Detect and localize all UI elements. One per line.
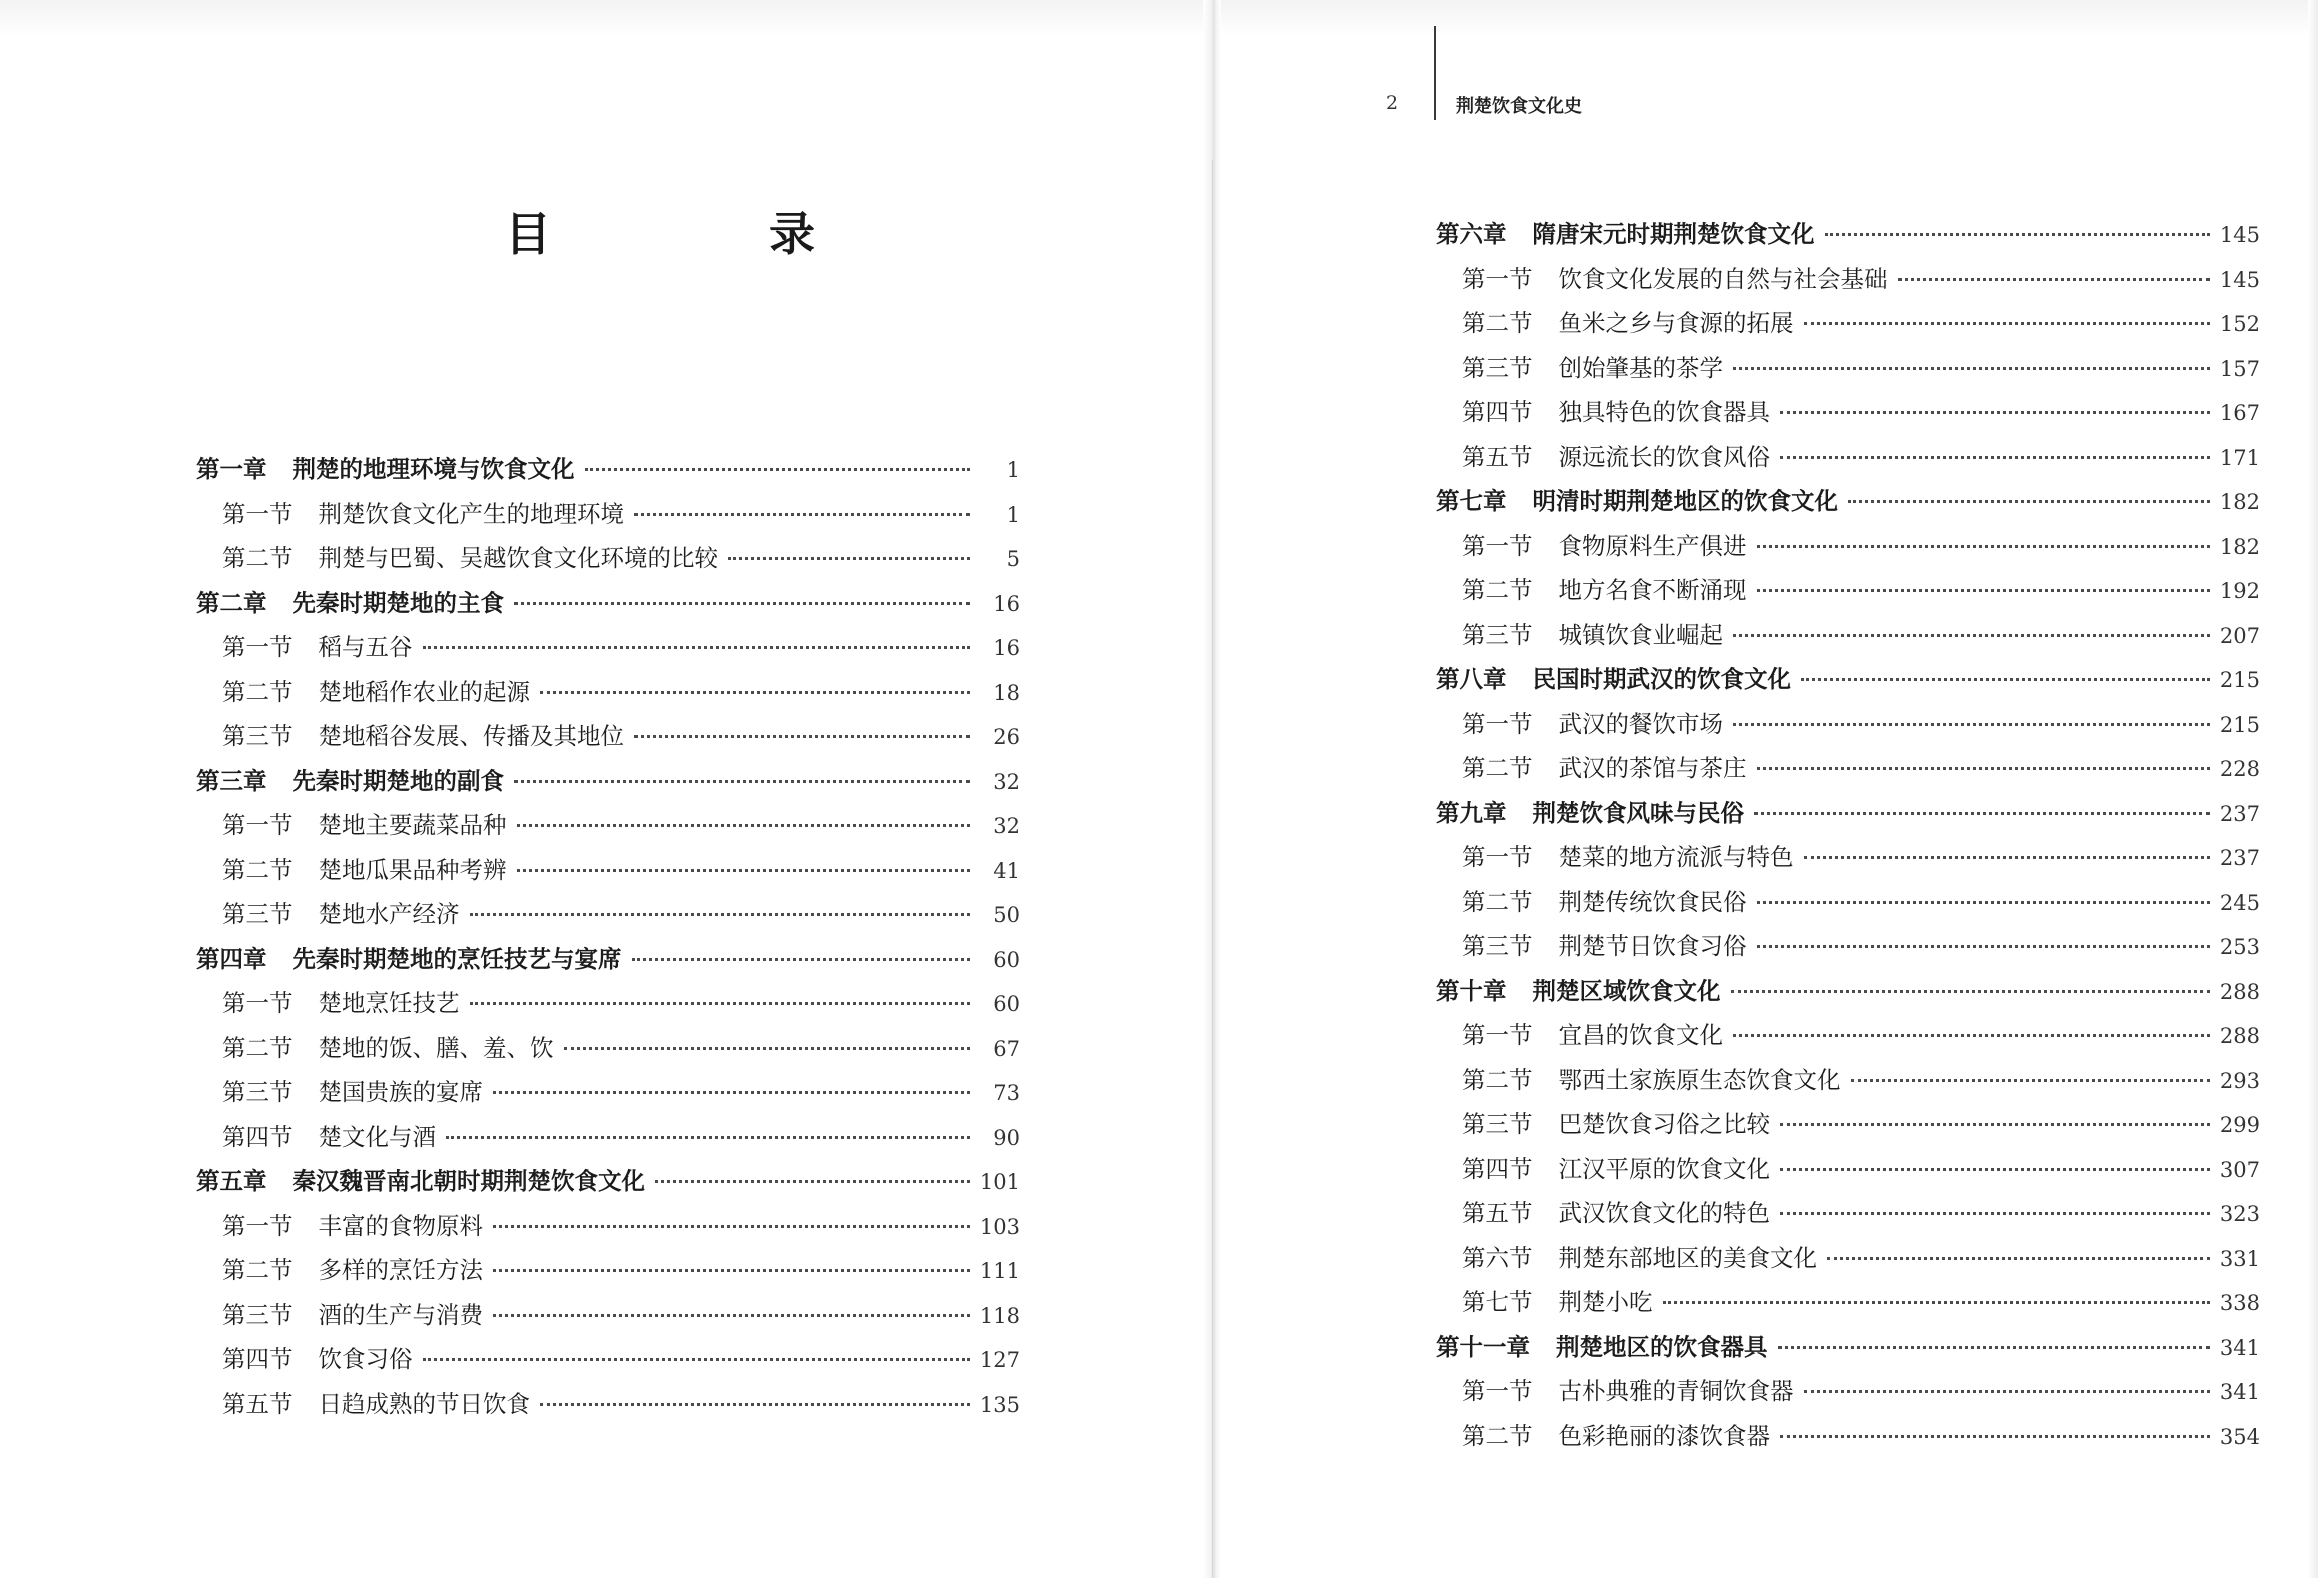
dot-leader [1848, 499, 2210, 503]
chapter-title: 先秦时期楚地的烹饪技艺与宴席 [292, 944, 622, 973]
dot-leader [728, 556, 970, 560]
section-label: 第一节 [222, 811, 293, 839]
toc-entry-section [196, 1207, 1020, 1252]
toc-entry-section [196, 851, 1020, 896]
toc-entry-section [1436, 393, 2260, 438]
page-ref: 152 [2219, 312, 2260, 336]
page-ref: 145 [2219, 223, 2260, 247]
section-title: 武汉饮食文化的特色 [1558, 1199, 1770, 1227]
running-head-rule [1434, 26, 1436, 120]
page-ref: 331 [2219, 1246, 2260, 1271]
dot-leader [1733, 366, 2210, 370]
page-ref: 341 [2219, 1335, 2260, 1360]
toc-entry-section [196, 806, 1020, 851]
chapter-title: 荆楚区域饮食文化 [1532, 976, 1721, 1005]
page-ref: 111 [979, 1259, 1020, 1283]
dot-leader [1731, 989, 2210, 993]
toc-entry-section [1436, 1372, 2260, 1417]
section-label: 第四节 [1462, 398, 1533, 426]
chapter-label: 第十章 [1436, 976, 1507, 1005]
toc-entry-chapter [1436, 972, 2260, 1017]
section-label: 第六节 [1462, 1243, 1533, 1272]
dot-leader [1780, 410, 2210, 414]
page-ref: 60 [993, 947, 1020, 972]
section-title: 荆楚东部地区的美食文化 [1558, 1243, 1817, 1272]
toc-entry-section [196, 1296, 1020, 1341]
section-title: 楚地稻作农业的起源 [318, 677, 530, 706]
page-ref: 182 [2219, 534, 2260, 559]
section-label: 第二节 [1462, 1421, 1533, 1450]
section-label: 第一节 [222, 989, 293, 1017]
page-ref: 171 [2219, 445, 2260, 470]
dot-leader [493, 1090, 970, 1094]
dot-leader [655, 1179, 970, 1183]
toc-entry-chapter [196, 940, 1020, 985]
dot-leader [1757, 944, 2210, 948]
dot-leader [1778, 1345, 2210, 1349]
page-ref: 338 [2219, 1291, 2260, 1315]
chapter-title: 荆楚地区的饮食器具 [1556, 1332, 1768, 1361]
toc-entry-section [196, 1340, 1020, 1385]
chapter-title: 先秦时期楚地的副食 [292, 766, 504, 795]
page-ref: 237 [2219, 846, 2260, 870]
section-title: 楚地的饭、膳、羞、饮 [318, 1033, 554, 1062]
dot-leader [423, 1357, 970, 1361]
toc-entry-chapter [1436, 660, 2260, 705]
section-title: 荆楚传统饮食民俗 [1558, 887, 1747, 916]
section-title: 酒的生产与消费 [318, 1300, 483, 1329]
toc-entry-section [1436, 438, 2260, 483]
dot-leader [632, 957, 971, 961]
section-label: 第二节 [222, 677, 293, 706]
section-label: 第二节 [1462, 576, 1533, 604]
dot-leader [1801, 677, 2210, 681]
dot-leader [1663, 1300, 2210, 1304]
toc-entry-section [1436, 1150, 2260, 1195]
section-label: 第三节 [1462, 1110, 1533, 1138]
section-title: 江汉平原的饮食文化 [1558, 1154, 1770, 1183]
toc-entry-chapter [1436, 482, 2260, 527]
page-ref: 1 [1006, 458, 1020, 482]
page-ref: 354 [2219, 1424, 2260, 1449]
toc-entry-section [1436, 883, 2260, 928]
toc-entry-section [1436, 927, 2260, 972]
section-title: 楚地稻谷发展、传播及其地位 [318, 722, 624, 750]
chapter-title: 荆楚的地理环境与饮食文化 [292, 455, 575, 483]
page-ref: 1 [1006, 502, 1020, 527]
dot-leader [1851, 1078, 2210, 1082]
section-title: 鄂西土家族原生态饮食文化 [1558, 1065, 1841, 1094]
section-title: 楚菜的地方流派与特色 [1558, 843, 1794, 871]
toc-entry-section [1436, 304, 2260, 349]
chapter-label: 第七章 [1436, 487, 1507, 515]
section-title: 楚地烹饪技艺 [318, 989, 460, 1017]
page-ref: 50 [993, 903, 1020, 927]
page-ref: 127 [979, 1348, 1020, 1372]
dot-leader [1804, 321, 2210, 325]
page-ref: 41 [993, 858, 1020, 883]
section-title: 饮食习俗 [318, 1345, 413, 1373]
running-title: 荆楚饮食文化史 [1456, 96, 1582, 117]
section-label: 第二节 [222, 1256, 293, 1284]
toc-entry-section [1436, 1016, 2260, 1061]
page-ref: 135 [979, 1392, 1020, 1417]
dot-leader [1825, 232, 2210, 236]
toc-entry-section [196, 1251, 1020, 1296]
page-ref: 16 [993, 591, 1020, 616]
page-ref: 341 [2219, 1380, 2260, 1404]
section-title: 饮食文化发展的自然与社会基础 [1558, 264, 1888, 293]
page-ref: 18 [993, 680, 1020, 705]
toc-entry-section [1436, 260, 2260, 305]
section-label: 第四节 [1462, 1154, 1533, 1183]
page-ref: 118 [979, 1303, 1020, 1328]
page-ref: 167 [2219, 401, 2260, 425]
toc-entry-section [1436, 838, 2260, 883]
dot-leader [1780, 1434, 2210, 1438]
dot-leader [517, 823, 971, 827]
gutter-crease [1212, 160, 1213, 1578]
dot-leader [1780, 455, 2210, 459]
page-ref: 323 [2219, 1202, 2260, 1226]
toc-right-column [1436, 215, 2260, 1461]
chapter-label: 第一章 [196, 455, 267, 483]
toc-entry-section [196, 1118, 1020, 1163]
section-title: 巴楚饮食习俗之比较 [1558, 1110, 1770, 1138]
section-label: 第四节 [222, 1122, 293, 1151]
dot-leader [634, 734, 970, 738]
dot-leader [1898, 277, 2210, 281]
section-label: 第三节 [222, 1300, 293, 1329]
toc-entry-section [196, 1029, 1020, 1074]
chapter-title: 先秦时期楚地的主食 [292, 588, 504, 617]
toc-entry-chapter [1436, 215, 2260, 260]
toc-entry-section [1436, 349, 2260, 394]
section-title: 鱼米之乡与食源的拓展 [1558, 309, 1794, 337]
page-ref: 215 [2219, 668, 2260, 692]
section-title: 楚国贵族的宴席 [318, 1078, 483, 1106]
toc-entry-section [1436, 527, 2260, 572]
section-title: 武汉的餐饮市场 [1558, 709, 1723, 738]
toc-entry-chapter [196, 584, 1020, 629]
dot-leader [1780, 1211, 2210, 1215]
page-ref: 5 [1006, 547, 1020, 571]
dot-leader [564, 1046, 971, 1050]
toc-entry-section [196, 539, 1020, 584]
chapter-label: 第五章 [196, 1167, 267, 1195]
toc-entry-section [1436, 1239, 2260, 1284]
page-ref: 90 [993, 1125, 1020, 1150]
dot-leader [493, 1268, 970, 1272]
chapter-label: 第二章 [196, 588, 267, 617]
toc-entry-chapter [196, 762, 1020, 807]
page-ref: 157 [2219, 356, 2260, 381]
toc-entry-section [1436, 1194, 2260, 1239]
page-ref: 67 [993, 1036, 1020, 1061]
toc-entry-section [1436, 705, 2260, 750]
section-label: 第一节 [1462, 1377, 1533, 1405]
toc-entry-section [196, 895, 1020, 940]
chapter-title: 明清时期荆楚地区的饮食文化 [1532, 487, 1838, 515]
dot-leader [540, 1402, 970, 1406]
scan-shadow-top [0, 0, 2318, 36]
section-label: 第二节 [1462, 1065, 1533, 1094]
toc-entry-section [196, 717, 1020, 762]
section-title: 荆楚与巴蜀、吴越饮食文化环境的比较 [318, 544, 718, 572]
section-title: 源远流长的饮食风俗 [1558, 442, 1770, 471]
toc-entry-section [196, 984, 1020, 1029]
dot-leader [1733, 722, 2210, 726]
page-ref: 32 [993, 769, 1020, 794]
section-title: 荆楚饮食文化产生的地理环境 [318, 499, 624, 528]
page-ref: 288 [2219, 979, 2260, 1004]
chapter-title: 民国时期武汉的饮食文化 [1532, 665, 1791, 693]
section-label: 第二节 [1462, 887, 1533, 916]
toc-entry-chapter [1436, 1328, 2260, 1373]
section-title: 楚地瓜果品种考辨 [318, 855, 507, 884]
dot-leader [514, 779, 970, 783]
section-title: 日趋成熟的节日饮食 [318, 1389, 530, 1418]
dot-leader [634, 512, 970, 516]
section-label: 第三节 [1462, 932, 1533, 960]
section-label: 第三节 [222, 1078, 293, 1106]
section-label: 第一节 [222, 1211, 293, 1240]
chapter-label: 第六章 [1436, 220, 1507, 248]
toc-entry-section [196, 1385, 1020, 1430]
page-ref: 16 [993, 636, 1020, 660]
dot-leader [1780, 1122, 2210, 1126]
chapter-label: 第十一章 [1436, 1332, 1530, 1361]
dot-leader [446, 1135, 970, 1139]
dot-leader [585, 467, 971, 471]
page-title: 目 录 [505, 207, 901, 261]
section-label: 第二节 [222, 1033, 293, 1062]
section-title: 食物原料生产俱进 [1558, 531, 1747, 560]
dot-leader [493, 1224, 970, 1228]
dot-leader [1757, 766, 2210, 770]
section-label: 第三节 [222, 722, 293, 750]
section-label: 第三节 [1462, 620, 1533, 649]
dot-leader [423, 645, 971, 649]
page-ref: 237 [2219, 801, 2260, 826]
dot-leader [1757, 588, 2210, 592]
section-title: 荆楚小吃 [1558, 1288, 1653, 1316]
dot-leader [517, 868, 971, 872]
page-ref: 307 [2219, 1157, 2260, 1182]
page-ref: 73 [993, 1081, 1020, 1105]
dot-leader [470, 912, 971, 916]
section-label: 第二节 [1462, 309, 1533, 337]
dot-leader [1780, 1167, 2210, 1171]
chapter-title: 隋唐宋元时期荆楚饮食文化 [1532, 220, 1815, 248]
toc-entry-chapter [1436, 794, 2260, 839]
toc-entry-section [196, 1073, 1020, 1118]
dot-leader [1757, 900, 2210, 904]
toc-left-column [196, 450, 1020, 1429]
dot-leader [1804, 855, 2210, 859]
dot-leader [1754, 811, 2210, 815]
section-title: 色彩艳丽的漆饮食器 [1558, 1421, 1770, 1450]
page-ref: 32 [993, 814, 1020, 838]
section-title: 城镇饮食业崛起 [1558, 620, 1723, 649]
chapter-label: 第四章 [196, 944, 267, 973]
page-ref: 26 [993, 725, 1020, 749]
section-title: 武汉的茶馆与茶庄 [1558, 754, 1747, 782]
dot-leader [1804, 1389, 2210, 1393]
dot-leader [1757, 544, 2210, 548]
page-ref: 60 [993, 992, 1020, 1016]
page-ref: 207 [2219, 623, 2260, 648]
toc-entry-chapter [196, 450, 1020, 495]
page-ref: 299 [2219, 1113, 2260, 1137]
toc-entry-section [196, 673, 1020, 718]
section-title: 楚文化与酒 [318, 1122, 436, 1151]
dot-leader [1733, 633, 2210, 637]
dot-leader [470, 1001, 971, 1005]
page-ref: 293 [2219, 1068, 2260, 1093]
page-ref: 145 [2219, 267, 2260, 292]
chapter-title: 荆楚饮食风味与民俗 [1532, 798, 1744, 827]
chapter-label: 第三章 [196, 766, 267, 795]
page-number: 2 [1386, 92, 1399, 114]
page-ref: 182 [2219, 490, 2260, 514]
dot-leader [1733, 1033, 2210, 1037]
section-title: 地方名食不断涌现 [1558, 576, 1747, 604]
toc-entry-section [1436, 749, 2260, 794]
toc-entry-section [1436, 1417, 2260, 1462]
toc-entry-section [1436, 1283, 2260, 1328]
toc-entry-section [196, 628, 1020, 673]
chapter-label: 第八章 [1436, 665, 1507, 693]
toc-entry-section [196, 495, 1020, 540]
section-title: 宜昌的饮食文化 [1558, 1021, 1723, 1049]
section-label: 第三节 [222, 900, 293, 928]
section-label: 第四节 [222, 1345, 293, 1373]
toc-entry-chapter [196, 1162, 1020, 1207]
section-label: 第一节 [1462, 264, 1533, 293]
section-label: 第二节 [222, 855, 293, 884]
section-title: 楚地主要蔬菜品种 [318, 811, 507, 839]
dot-leader [1827, 1256, 2210, 1260]
page-ref: 103 [979, 1214, 1020, 1239]
dot-leader [493, 1313, 970, 1317]
toc-entry-section [1436, 616, 2260, 661]
section-label: 第五节 [1462, 1199, 1533, 1227]
section-label: 第二节 [1462, 754, 1533, 782]
toc-entry-section [1436, 1061, 2260, 1106]
section-label: 第一节 [1462, 843, 1533, 871]
section-label: 第七节 [1462, 1288, 1533, 1316]
page-ref: 253 [2219, 935, 2260, 959]
section-title: 独具特色的饮食器具 [1558, 398, 1770, 426]
section-label: 第一节 [222, 499, 293, 528]
section-label: 第五节 [222, 1389, 293, 1418]
dot-leader [540, 690, 970, 694]
page-ref: 215 [2219, 712, 2260, 737]
section-title: 古朴典雅的青铜饮食器 [1558, 1377, 1794, 1405]
chapter-title: 秦汉魏晋南北朝时期荆楚饮食文化 [292, 1167, 645, 1195]
page-ref: 192 [2219, 579, 2260, 603]
scan-shadow-right [2308, 0, 2318, 1578]
section-title: 楚地水产经济 [318, 900, 460, 928]
page-ref: 228 [2219, 757, 2260, 781]
section-label: 第一节 [222, 633, 293, 661]
page-ref: 101 [979, 1170, 1020, 1194]
toc-entry-section [1436, 1105, 2260, 1150]
toc-entry-section [1436, 571, 2260, 616]
section-title: 荆楚节日饮食习俗 [1558, 932, 1747, 960]
dot-leader [514, 601, 970, 605]
section-label: 第二节 [222, 544, 293, 572]
section-label: 第一节 [1462, 709, 1533, 738]
section-label: 第三节 [1462, 353, 1533, 382]
section-label: 第五节 [1462, 442, 1533, 471]
section-label: 第一节 [1462, 531, 1533, 560]
page-ref: 288 [2219, 1024, 2260, 1048]
section-title: 稻与五谷 [318, 633, 413, 661]
chapter-label: 第九章 [1436, 798, 1507, 827]
page-ref: 245 [2219, 890, 2260, 915]
section-title: 多样的烹饪方法 [318, 1256, 483, 1284]
section-title: 丰富的食物原料 [318, 1211, 483, 1240]
section-label: 第一节 [1462, 1021, 1533, 1049]
section-title: 创始肇基的茶学 [1558, 353, 1723, 382]
